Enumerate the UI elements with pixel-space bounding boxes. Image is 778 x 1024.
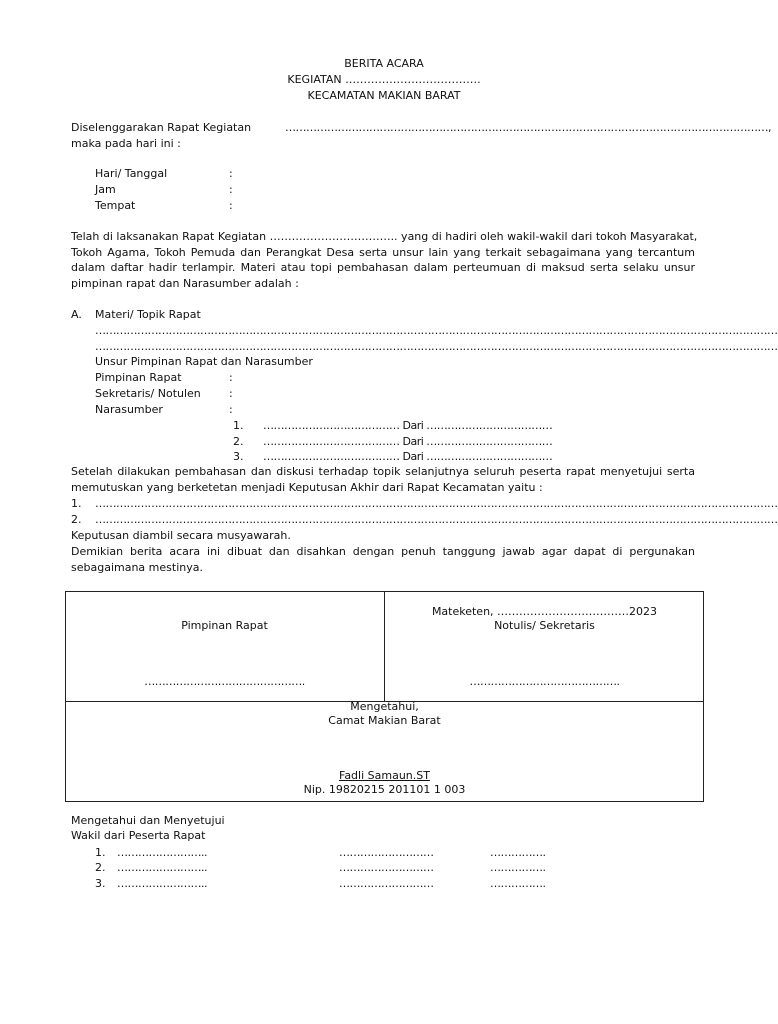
intro-line2: maka pada hari ini :: [71, 137, 181, 150]
approval-origin-dots: ………………………: [339, 846, 434, 859]
right-place-date: Mateketen, ………………………………2023: [431, 605, 658, 618]
doc-title: BERITA ACARA: [344, 57, 424, 70]
approval-name-dots: ……………………..: [117, 877, 207, 890]
unsur-title: Unsur Pimpinan Rapat dan Narasumber: [95, 355, 313, 368]
right-sign-dots: …………………………………….: [469, 675, 620, 688]
section-a-dots: ……………………………………………………………………………………………………………………………………………………………………………: [95, 340, 778, 353]
camat-name-wrap: [65, 769, 704, 783]
decision-dots: ……………………………………………………………………………………………………………………………………………………………………………: [95, 497, 778, 510]
tempat-label: Tempat: [95, 199, 136, 212]
intro-label: Diselenggarakan Rapat Kegiatan: [71, 121, 252, 134]
approval-name-dots: ……………………..: [117, 846, 207, 859]
narasumber-num: 1.: [233, 419, 244, 432]
narasumber-item: ………………………………… Dari ………………………………: [263, 419, 553, 432]
approval-sign-dots: …………….: [490, 846, 546, 859]
closing-line3: sebagaimana mestinya.: [71, 561, 203, 574]
approval-line2: Wakil dari Peserta Rapat: [71, 829, 206, 842]
section-a-marker: A.: [71, 308, 82, 321]
approval-num: 3.: [95, 877, 106, 890]
sekretaris-label: Sekretaris/ Notulen: [95, 387, 201, 400]
doc-kecamatan: KECAMATAN MAKIAN BARAT: [307, 89, 461, 102]
sekretaris-colon: :: [229, 387, 233, 400]
intro-dots: …………………………………………………………………………………………………………………………,: [285, 121, 771, 134]
approval-sign-dots: …………….: [490, 861, 546, 874]
decision-num: 2.: [71, 513, 82, 526]
narasumber-label: Narasumber: [95, 403, 163, 416]
narasumber-colon: :: [229, 403, 233, 416]
approval-origin-dots: ………………………: [339, 861, 434, 874]
narasumber-item: ………………………………… Dari ………………………………: [263, 435, 553, 448]
approval-sign-dots: …………….: [490, 877, 546, 890]
approval-name-dots: ……………………..: [117, 861, 207, 874]
narasumber-num: 2.: [233, 435, 244, 448]
section-a-title: Materi/ Topik Rapat: [95, 308, 201, 321]
decision-dots: ……………………………………………………………………………………………………………………………………………………………………………: [95, 513, 778, 526]
hari-label: Hari/ Tanggal: [95, 167, 168, 180]
paragraph2-line: Setelah dilakukan pembahasan dan diskusi terhadap topik selanjutnya seluruh peserta rapat menyetujui serta: [71, 465, 695, 478]
jam-label: Jam: [95, 183, 116, 196]
approval-origin-dots: ………………………: [339, 877, 434, 890]
paragraph2-line: memutuskan yang berketetan menjadi Keputusan Akhir dari Rapat Kecamatan yaitu :: [71, 481, 543, 494]
decision-num: 1.: [71, 497, 82, 510]
pimpinan-colon: :: [229, 371, 233, 384]
pimpinan-label: Pimpinan Rapat: [95, 371, 182, 384]
camat-nip: Nip. 19820215 201101 1 003: [303, 783, 466, 796]
camat-title: Camat Makian Barat: [328, 714, 441, 727]
approval-num: 1.: [95, 846, 106, 859]
mengetahui-label: Mengetahui,: [350, 700, 419, 713]
paragraph1-line: pimpinan rapat dan Narasumber adalah :: [71, 277, 299, 290]
closing-line1: Keputusan diambil secara musyawarah.: [71, 529, 291, 542]
narasumber-num: 3.: [233, 450, 244, 463]
paragraph1-line: Tokoh Agama, Tokoh Pemuda dan Perangkat Desa serta unsur lain yang terkait sebagaimana yang tercantum: [71, 246, 695, 259]
camat-name: Fadli Samaun.ST: [339, 769, 430, 782]
hari-colon: :: [229, 167, 233, 180]
left-sign-title: Pimpinan Rapat: [181, 619, 268, 632]
right-sign-title: Notulis/ Sekretaris: [494, 619, 595, 632]
left-sign-dots: ……………………………………….: [144, 675, 305, 688]
approval-line1: Mengetahui dan Menyetujui: [71, 814, 225, 827]
paragraph1-line: Telah di laksanakan Rapat Kegiatan …………………………….. yang di hadiri oleh wakil-wakil dari tokoh Masyarakat,: [71, 230, 698, 243]
closing-line2: Demikian berita acara ini dibuat dan disahkan dengan penuh tanggung jawab agar dapat di pergunakan: [71, 545, 695, 558]
paragraph1-line: dalam daftar hadir terlampir. Materi atau topi pembahasan dalam perteumuan di maksud serta selaku unsur: [71, 261, 695, 274]
narasumber-item: ………………………………… Dari ………………………………: [263, 450, 553, 463]
approval-num: 2.: [95, 861, 106, 874]
tempat-colon: :: [229, 199, 233, 212]
doc-kegiatan: KEGIATAN ……………………………….: [287, 73, 481, 86]
section-a-dots: ……………………………………………………………………………………………………………………………………………………………………………: [95, 324, 778, 337]
jam-colon: :: [229, 183, 233, 196]
